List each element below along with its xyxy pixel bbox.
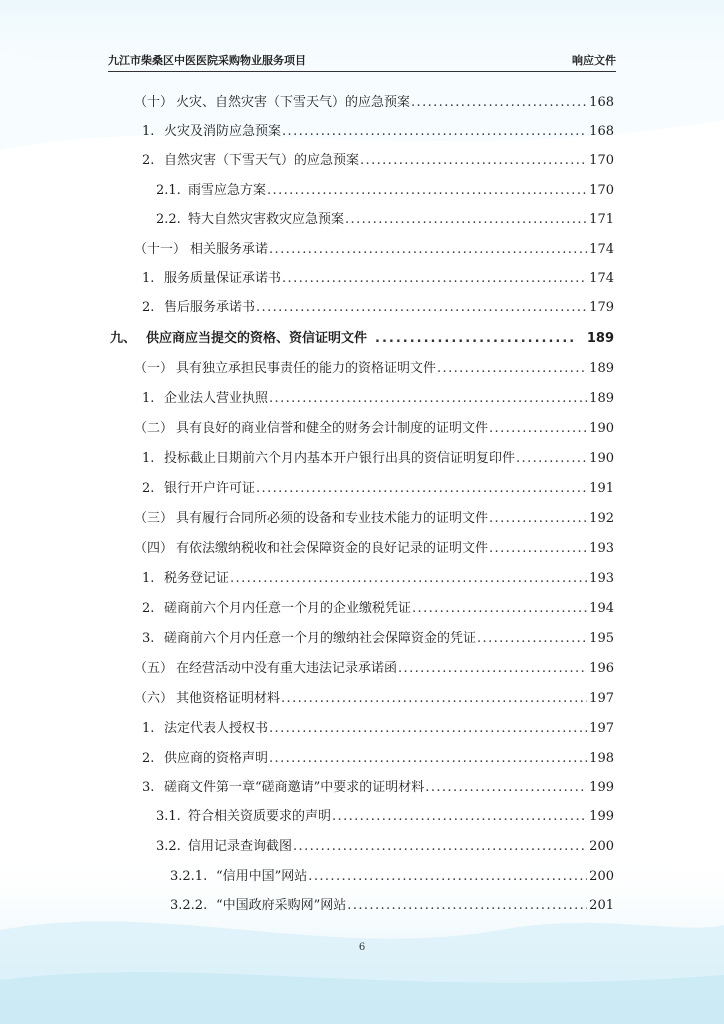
- toc-entry[interactable]: [142, 150, 614, 172]
- toc-leader-dots: [269, 388, 587, 410]
- toc-leader-dots: [230, 568, 587, 590]
- toc-entry-number: （六）: [134, 691, 174, 706]
- toc-entry-page: 195: [589, 631, 614, 646]
- toc-entry-number: 1.: [142, 271, 155, 286]
- toc-entry-title: 信用记录查询截图: [188, 839, 293, 854]
- toc-leader-dots: [411, 92, 587, 114]
- toc-entry[interactable]: [134, 418, 614, 440]
- toc-entry[interactable]: [134, 508, 614, 530]
- header-divider: [108, 71, 616, 72]
- toc-entry-page: 200: [589, 869, 614, 884]
- toc-entry-number: 1.: [142, 721, 155, 736]
- toc-entry[interactable]: [142, 121, 614, 143]
- toc-leader-dots: [308, 866, 587, 888]
- toc-entry-page: 189: [589, 391, 614, 406]
- toc-entry[interactable]: [142, 718, 614, 740]
- toc-leader-dots: [477, 628, 587, 650]
- toc-leader-dots: [269, 239, 587, 261]
- toc-entry-number: （四）: [134, 541, 174, 556]
- toc-entry-number: 1.: [142, 124, 155, 139]
- toc-entry-number: （二）: [134, 421, 174, 436]
- toc-entry-title: 售后服务承诺书: [164, 300, 256, 315]
- toc-entry-page: 193: [589, 571, 614, 586]
- toc-entry-title: 法定代表人授权书: [164, 721, 269, 736]
- toc-entry[interactable]: [142, 478, 614, 500]
- toc-entry-page: 196: [589, 661, 614, 676]
- toc-entry[interactable]: [134, 358, 614, 380]
- toc-entry[interactable]: [142, 448, 614, 470]
- toc-entry[interactable]: [170, 895, 614, 917]
- toc-entry-number: 3.2.2.: [170, 898, 208, 913]
- toc-entry-title: 企业法人营业执照: [164, 391, 269, 406]
- toc-entry-page: 168: [589, 124, 614, 139]
- toc-entry-number: 2.: [142, 153, 155, 168]
- toc-entry-page: 174: [589, 271, 614, 286]
- toc-leader-dots: [269, 718, 587, 740]
- toc-entry-number: 3.: [142, 631, 155, 646]
- toc-entry-page: 190: [589, 421, 614, 436]
- toc-entry-title: 具有独立承担民事责任的能力的资格证明文件: [176, 361, 437, 376]
- toc-leader-dots: [489, 538, 587, 560]
- toc-leader-dots: [282, 121, 587, 143]
- toc-leader-dots: [437, 358, 587, 380]
- toc-leader-dots: [425, 777, 587, 799]
- toc-entry-title: 磋商前六个月内任意一个月的企业缴税凭证: [164, 601, 412, 616]
- toc-leader-dots: [398, 658, 587, 680]
- toc-entry-title: 服务质量保证承诺书: [164, 271, 282, 286]
- toc-entry[interactable]: [142, 268, 614, 290]
- toc-entry-title: 磋商文件第一章“磋商邀请”中要求的证明材料: [164, 780, 425, 795]
- toc-leader-dots: [332, 806, 587, 828]
- toc-entry-number: 2.1.: [156, 183, 181, 198]
- toc-entry-page: 193: [589, 541, 614, 556]
- toc-leader-dots: [347, 895, 587, 917]
- toc-entry-number: （十）: [134, 95, 174, 110]
- toc-entry[interactable]: [142, 598, 614, 620]
- toc-entry-page: 199: [589, 780, 614, 795]
- toc-entry-number: 2.2.: [156, 212, 181, 227]
- toc-leader-dots: [345, 209, 587, 231]
- toc-entry-page: 200: [589, 839, 614, 854]
- toc-leader-dots: [256, 478, 587, 500]
- toc-entry-number: 九、: [110, 331, 137, 346]
- toc-entry-page: 192: [589, 511, 614, 526]
- toc-leader-dots: [293, 836, 587, 858]
- toc-entry-title: 火灾及消防应急预案: [164, 124, 282, 139]
- toc-entry-number: 2.: [142, 751, 155, 766]
- toc-leader-dots: [269, 748, 587, 770]
- page-header: [108, 52, 616, 72]
- toc-entry-title: 银行开户许可证: [164, 481, 256, 496]
- toc-entry-page: 179: [589, 300, 614, 315]
- toc-entry-title: 雨雪应急方案: [188, 183, 267, 198]
- toc-entry-number: 1.: [142, 571, 155, 586]
- toc-entry-title: 磋商前六个月内任意一个月的缴纳社会保障资金的凭证: [164, 631, 477, 646]
- toc-entry-page: 190: [589, 451, 614, 466]
- toc-entry-title: 供应商的资格声明: [164, 751, 269, 766]
- toc-leader-dots: [360, 150, 587, 172]
- toc-entry[interactable]: [134, 239, 614, 261]
- toc-entry-title: 火灾、自然灾害（下雪天气）的应急预案: [176, 95, 411, 110]
- toc-entry-title: 供应商应当提交的资格、资信证明文件: [146, 331, 368, 346]
- toc-leader-dots: [375, 328, 577, 350]
- toc-leader-dots: [489, 508, 587, 530]
- page-number: 6: [358, 942, 366, 953]
- toc-entry-page: 197: [589, 691, 614, 706]
- toc-entry[interactable]: [142, 297, 614, 319]
- toc-entry-title: 投标截止日期前六个月内基本开户银行出具的资信证明复印件: [164, 451, 516, 466]
- toc-leader-dots: [256, 297, 587, 319]
- toc-entry-number: （五）: [134, 661, 174, 676]
- toc-leader-dots: [412, 598, 587, 620]
- toc-entry-title: 相关服务承诺: [190, 242, 269, 257]
- toc-entry-page: 199: [589, 809, 614, 824]
- toc-entry-number: （三）: [134, 511, 174, 526]
- toc-leader-dots: [489, 418, 587, 440]
- toc-entry[interactable]: [134, 538, 614, 560]
- toc-entry-title: 有依法缴纳税收和社会保障资金的良好记录的证明文件: [176, 541, 489, 556]
- toc-entry-number: 2.: [142, 300, 155, 315]
- toc-entry-title: 税务登记证: [164, 571, 230, 586]
- toc-chapter-entry[interactable]: [110, 328, 614, 350]
- toc-leader-dots: [267, 180, 587, 202]
- toc-entry-page: 194: [589, 601, 614, 616]
- toc-entry[interactable]: [170, 866, 614, 888]
- toc-entry-page: 189: [586, 331, 614, 346]
- toc-entry-number: （一）: [134, 361, 174, 376]
- toc-entry-title: 特大自然灾害救灾应急预案: [188, 212, 345, 227]
- toc-entry-title: 自然灾害（下雪天气）的应急预案: [164, 153, 360, 168]
- toc-entry-page: 189: [589, 361, 614, 376]
- toc-entry-number: 3.1.: [156, 809, 181, 824]
- toc-entry-page: 191: [589, 481, 614, 496]
- toc-entry-number: 3.2.: [156, 839, 181, 854]
- toc-entry-number: 3.2.1.: [170, 869, 208, 884]
- toc-entry-title: 在经营活动中没有重大违法记录承诺函: [176, 661, 398, 676]
- toc-entry[interactable]: [134, 658, 614, 680]
- toc-entry[interactable]: [142, 628, 614, 650]
- toc-entry-number: 1.: [142, 451, 155, 466]
- toc-entry-page: 170: [589, 183, 614, 198]
- toc-entry-page: 197: [589, 721, 614, 736]
- toc-entry-page: 201: [589, 898, 614, 913]
- toc-entry-title: “中国政府采购网”网站: [216, 898, 347, 913]
- toc-entry-number: （十一）: [134, 242, 187, 257]
- toc-entry-number: 3.: [142, 780, 155, 795]
- toc-entry-page: 170: [589, 153, 614, 168]
- toc-entry-number: 2.: [142, 481, 155, 496]
- toc-entry-title: 符合相关资质要求的声明: [188, 809, 332, 824]
- toc-entry[interactable]: [156, 180, 614, 202]
- header-project-title: 九江市柴桑区中医医院采购物业服务项目: [108, 54, 306, 67]
- header-document-type: 响应文件: [572, 54, 616, 67]
- toc-entry[interactable]: [142, 777, 614, 799]
- toc-entry[interactable]: [156, 209, 614, 231]
- toc-entry[interactable]: [134, 688, 614, 710]
- toc-entry-number: 1.: [142, 391, 155, 406]
- toc-entry-page: 168: [589, 95, 614, 110]
- toc-entry[interactable]: [142, 748, 614, 770]
- toc-entry[interactable]: [134, 92, 614, 114]
- toc-entry-title: “信用中国”网站: [216, 869, 308, 884]
- toc-leader-dots: [282, 268, 587, 290]
- toc-entry[interactable]: [142, 568, 614, 590]
- toc-entry-page: 171: [589, 212, 614, 227]
- toc-entry-title: 具有良好的商业信誉和健全的财务会计制度的证明文件: [176, 421, 489, 436]
- toc-entry[interactable]: [142, 388, 614, 410]
- toc-entry[interactable]: [156, 836, 614, 858]
- toc-leader-dots: [516, 448, 587, 470]
- toc-entry-title: 其他资格证明材料: [176, 691, 281, 706]
- toc-entry-page: 198: [589, 751, 614, 766]
- toc-entry-number: 2.: [142, 601, 155, 616]
- toc-entry[interactable]: [156, 806, 614, 828]
- toc-entry-title: 具有履行合同所必须的设备和专业技术能力的证明文件: [176, 511, 489, 526]
- toc-entry-page: 174: [589, 242, 614, 257]
- toc-leader-dots: [281, 688, 587, 710]
